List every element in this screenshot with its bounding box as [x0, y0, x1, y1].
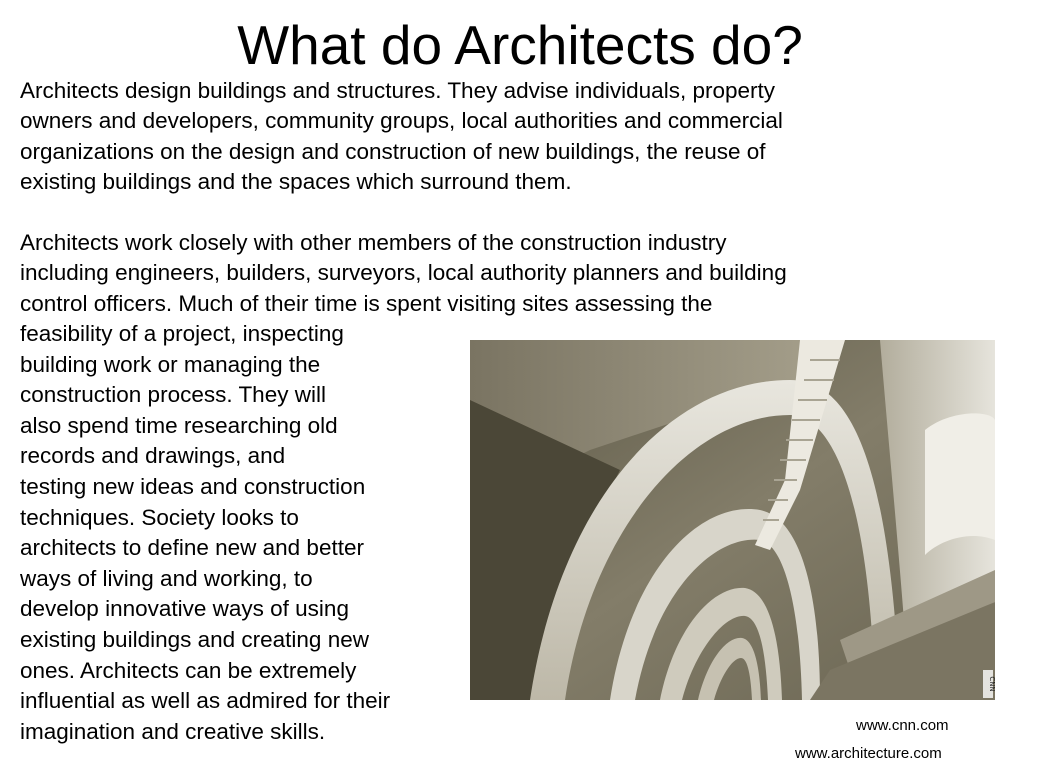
paragraph-2-line: imagination and creative skills.	[20, 719, 326, 744]
paragraph-2-line: ones. Architects can be extremely	[20, 658, 357, 683]
source-credit-architecture: www.architecture.com	[795, 745, 942, 762]
paragraph-1-line: organizations on the design and construction of new buildings, the reuse of	[20, 139, 766, 164]
paragraph-2-line: construction process. They will	[20, 382, 326, 407]
paragraph-2-line: control officers. Much of their time is spent visiting sites assessing the	[20, 291, 713, 316]
paragraph-2-line: testing new ideas and construction	[20, 474, 366, 499]
paragraph-2-line: develop innovative ways of using	[20, 596, 349, 621]
paragraph-2-line: including engineers, builders, surveyors, local authority planners and building	[20, 260, 787, 285]
cnn-watermark: CNN	[988, 676, 996, 692]
paragraph-2-line: feasibility of a project, inspecting	[20, 321, 344, 346]
paragraph-2-line: building work or managing the	[20, 352, 321, 377]
paragraph-2-line: architects to define new and better	[20, 535, 364, 560]
paragraph-2-line: techniques. Society looks to	[20, 505, 299, 530]
paragraph-1-line: owners and developers, community groups, local authorities and commercial	[20, 108, 783, 133]
architecture-photo	[470, 340, 995, 700]
paragraph-1-line: existing buildings and the spaces which surround them.	[20, 169, 572, 194]
paragraph-2-line: also spend time researching old	[20, 413, 338, 438]
paragraph-1-line: Architects design buildings and structures. They advise individuals, property	[20, 78, 775, 103]
source-credit-cnn: www.cnn.com	[856, 717, 949, 734]
paragraph-2-line: ways of living and working, to	[20, 566, 313, 591]
paragraph-2-line: influential as well as admired for their	[20, 688, 391, 713]
slide-title: What do Architects do?	[237, 14, 803, 76]
paragraph-2-line: records and drawings, and	[20, 443, 286, 468]
paragraph-2-line: Architects work closely with other members of the construction industry	[20, 230, 727, 255]
paragraph-2-line: existing buildings and creating new	[20, 627, 369, 652]
